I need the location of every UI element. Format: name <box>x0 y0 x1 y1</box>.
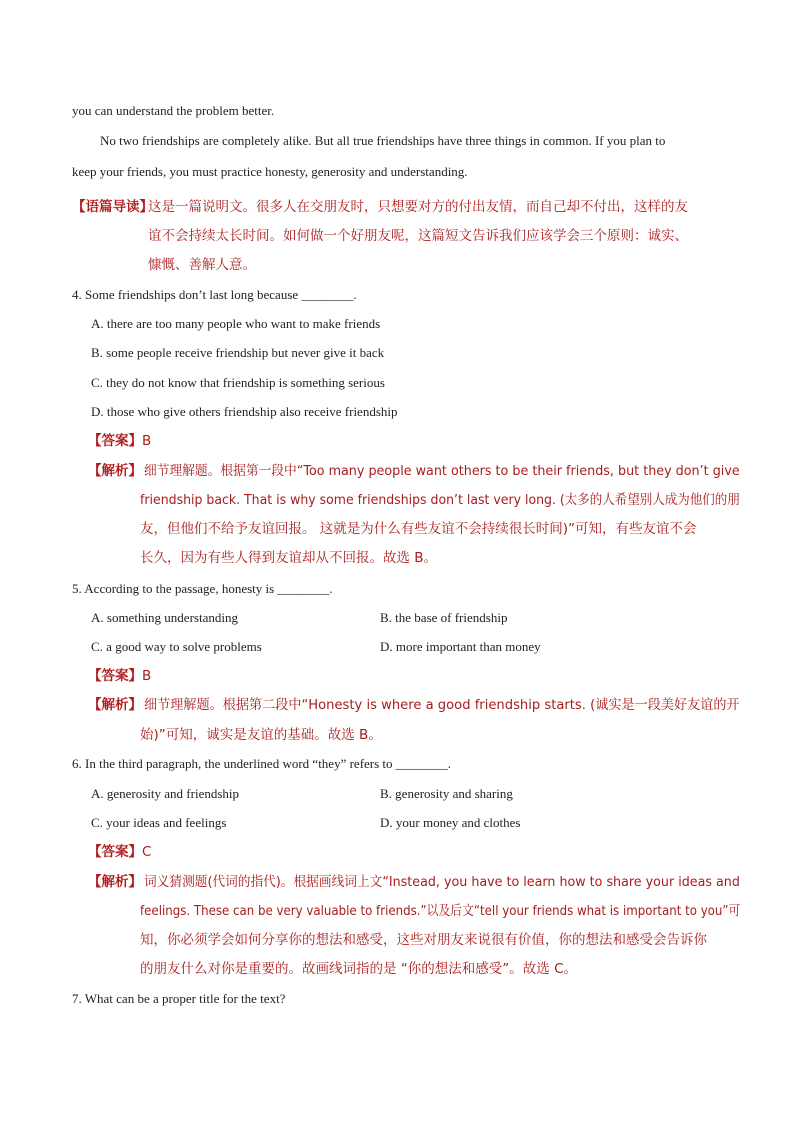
analysis-tag: 【解析】 <box>88 697 142 713</box>
question-stem: 6. In the third paragraph, the underlined word “they” refers to ________. <box>72 756 452 771</box>
option-d: D. those who give others friendship also receive friendship <box>91 404 398 419</box>
option-c: C. your ideas and feelings <box>91 815 227 830</box>
option-c: C. a good way to solve problems <box>91 639 262 654</box>
passage-line: you can understand the problem better. <box>72 103 275 118</box>
answer <box>88 843 151 861</box>
analysis-text: feelings. These can be very valuable to friends.”以及后文“tell your friends what is important to you”可 <box>140 903 741 919</box>
analysis-tag: 【解析】 <box>88 874 142 890</box>
analysis-text: 细节理解题。根据第一段中“Too many people want others to be their friends, but they don’t give <box>144 463 740 479</box>
guide-text: 这是一篇说明文。很多人在交朋友时，只想要对方的付出友情，而自己却不付出，这样的友 <box>148 199 688 215</box>
option-d: D. more important than money <box>380 639 541 654</box>
answer-value: B <box>142 433 152 449</box>
answer <box>88 432 151 450</box>
analysis-text: friendship back. That is why some friendships don’t last very long. (太多的人希望别人成为他们的朋 <box>140 492 740 508</box>
option-d: D. your money and clothes <box>380 815 521 830</box>
answer-tag: 【答案】 <box>88 433 142 449</box>
answer-value: B <box>142 668 152 684</box>
analysis-text: 知，你必须学会如何分享你的想法和感受，这些对朋友来说很有价值，你的想法和感受会告诉你 <box>140 932 707 948</box>
option-b: B. the base of friendship <box>380 610 508 625</box>
passage-line: No two friendships are completely alike. But all true friendships have three things in common. If you plan to <box>100 133 666 148</box>
question-stem: 5. According to the passage, honesty is ________. <box>72 581 333 596</box>
analysis-text: 友，但他们不给予友谊回报。 这就是为什么有些友谊不会持续很长时间)”可知，有些友谊不会 <box>140 521 697 537</box>
option-b: B. some people receive friendship but never give it back <box>91 345 385 360</box>
analysis-text: 始)”可知，诚实是友谊的基础。故选 B。 <box>140 727 382 743</box>
analysis-text: 词义猜测题(代词的指代)。根据画线词上文“Instead, you have to learn how to share your ideas and <box>144 874 740 890</box>
passage-line: keep your friends, you must practice honesty, generosity and understanding. <box>72 164 468 179</box>
option-c: C. they do not know that friendship is something serious <box>91 375 385 390</box>
analysis-text: 长久，因为有些人得到友谊却从不回报。故选 B。 <box>140 550 438 566</box>
analysis-text: 细节理解题。根据第二段中“Honesty is where a good friendship starts. (诚实是一段美好友谊的开 <box>144 697 740 713</box>
answer-tag: 【答案】 <box>88 844 142 860</box>
answer <box>88 667 151 685</box>
answer-tag: 【答案】 <box>88 668 142 684</box>
guide-tag: 【语篇导读】 <box>72 199 153 215</box>
option-a: A. something understanding <box>91 610 238 625</box>
guide-text: 谊不会持续太长时间。如何做一个好朋友呢，这篇短文告诉我们应该学会三个原则：诚实、 <box>148 228 688 244</box>
question-stem: 4. Some friendships don’t last long because ________. <box>72 287 357 302</box>
answer-value: C <box>142 844 152 860</box>
option-a: A. there are too many people who want to make friends <box>91 316 381 331</box>
guide-text: 慷慨、善解人意。 <box>148 257 256 273</box>
question-stem: 7. What can be a proper title for the text? <box>72 991 286 1006</box>
analysis-tag: 【解析】 <box>88 463 142 479</box>
analysis-text: 的朋友什么对你是重要的。故画线词指的是 “你的想法和感受”。故选 C。 <box>140 961 577 977</box>
option-a: A. generosity and friendship <box>91 786 240 801</box>
option-b: B. generosity and sharing <box>380 786 513 801</box>
